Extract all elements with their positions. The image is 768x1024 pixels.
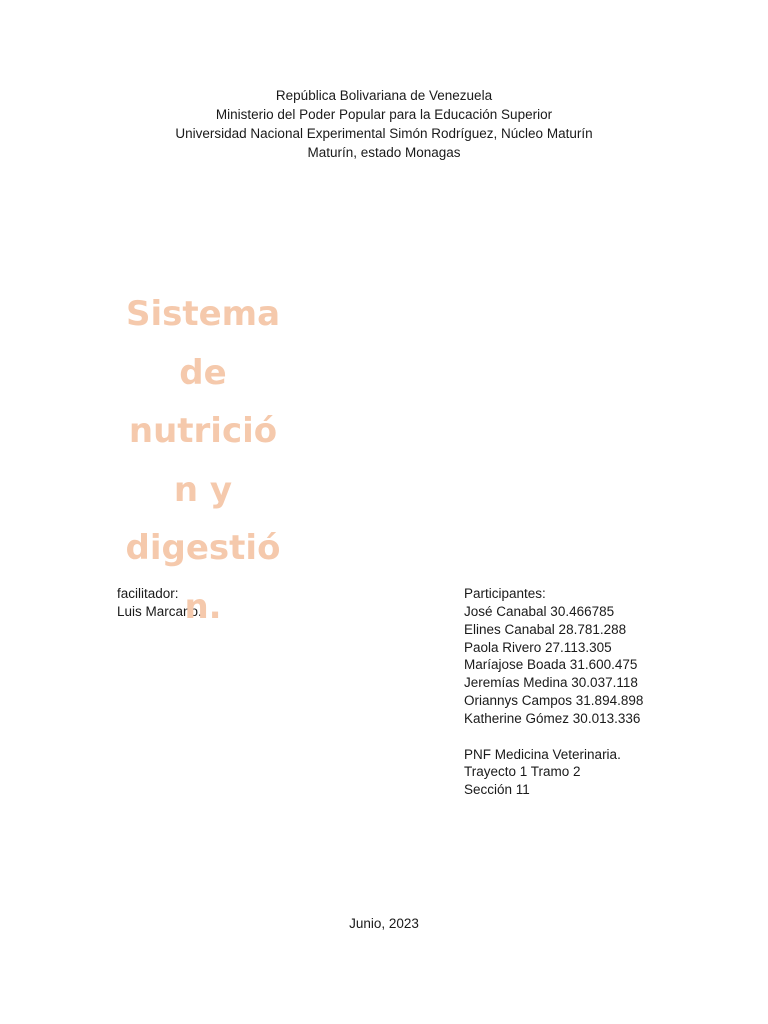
document-title — [118, 285, 288, 636]
participant-entry: Oriannys Campos 31.894.898 — [464, 693, 644, 709]
section-number: Sección 11 — [464, 782, 530, 798]
title-line: n. — [184, 586, 222, 627]
title-line: digestió — [125, 528, 281, 568]
participants-block — [464, 585, 643, 799]
program-name: PNF Medicina Veterinaria. — [464, 746, 621, 762]
trayecto-tramo: Trayecto 1 Tramo 2 — [464, 764, 581, 780]
header-line-ministry: Ministerio del Poder Popular para la Educación Superior — [215, 107, 553, 122]
document-date: Junio, 2023 — [349, 916, 419, 931]
header-line-location: Maturín, estado Monagas — [307, 145, 461, 160]
title-line: n y — [173, 469, 233, 510]
title-line: de — [179, 352, 227, 393]
title-line: Sistema — [125, 294, 281, 334]
participant-entry: Paola Rivero 27.113.305 — [464, 639, 612, 655]
participant-entry: Elines Canabal 28.781.288 — [464, 621, 627, 637]
spacer — [464, 728, 643, 746]
participant-entry: Maríajose Boada 31.600.475 — [464, 657, 638, 673]
title-line: nutrició — [128, 411, 278, 451]
participant-entry: Jeremías Medina 30.037.118 — [464, 675, 638, 691]
header-line-university: Universidad Nacional Experimental Simón Rodríguez, Núcleo Maturín — [175, 126, 593, 141]
participant-entry: Katherine Gómez 30.013.336 — [464, 710, 641, 726]
institution-header — [0, 86, 768, 162]
participant-entry: José Canabal 30.466785 — [464, 603, 615, 619]
facilitator-label: facilitador: — [117, 586, 179, 601]
participants-label: Participantes: — [464, 586, 546, 601]
facilitator-name: Luis Marcano. — [117, 604, 202, 619]
header-line-republic: República Bolivariana de Venezuela — [275, 88, 493, 103]
